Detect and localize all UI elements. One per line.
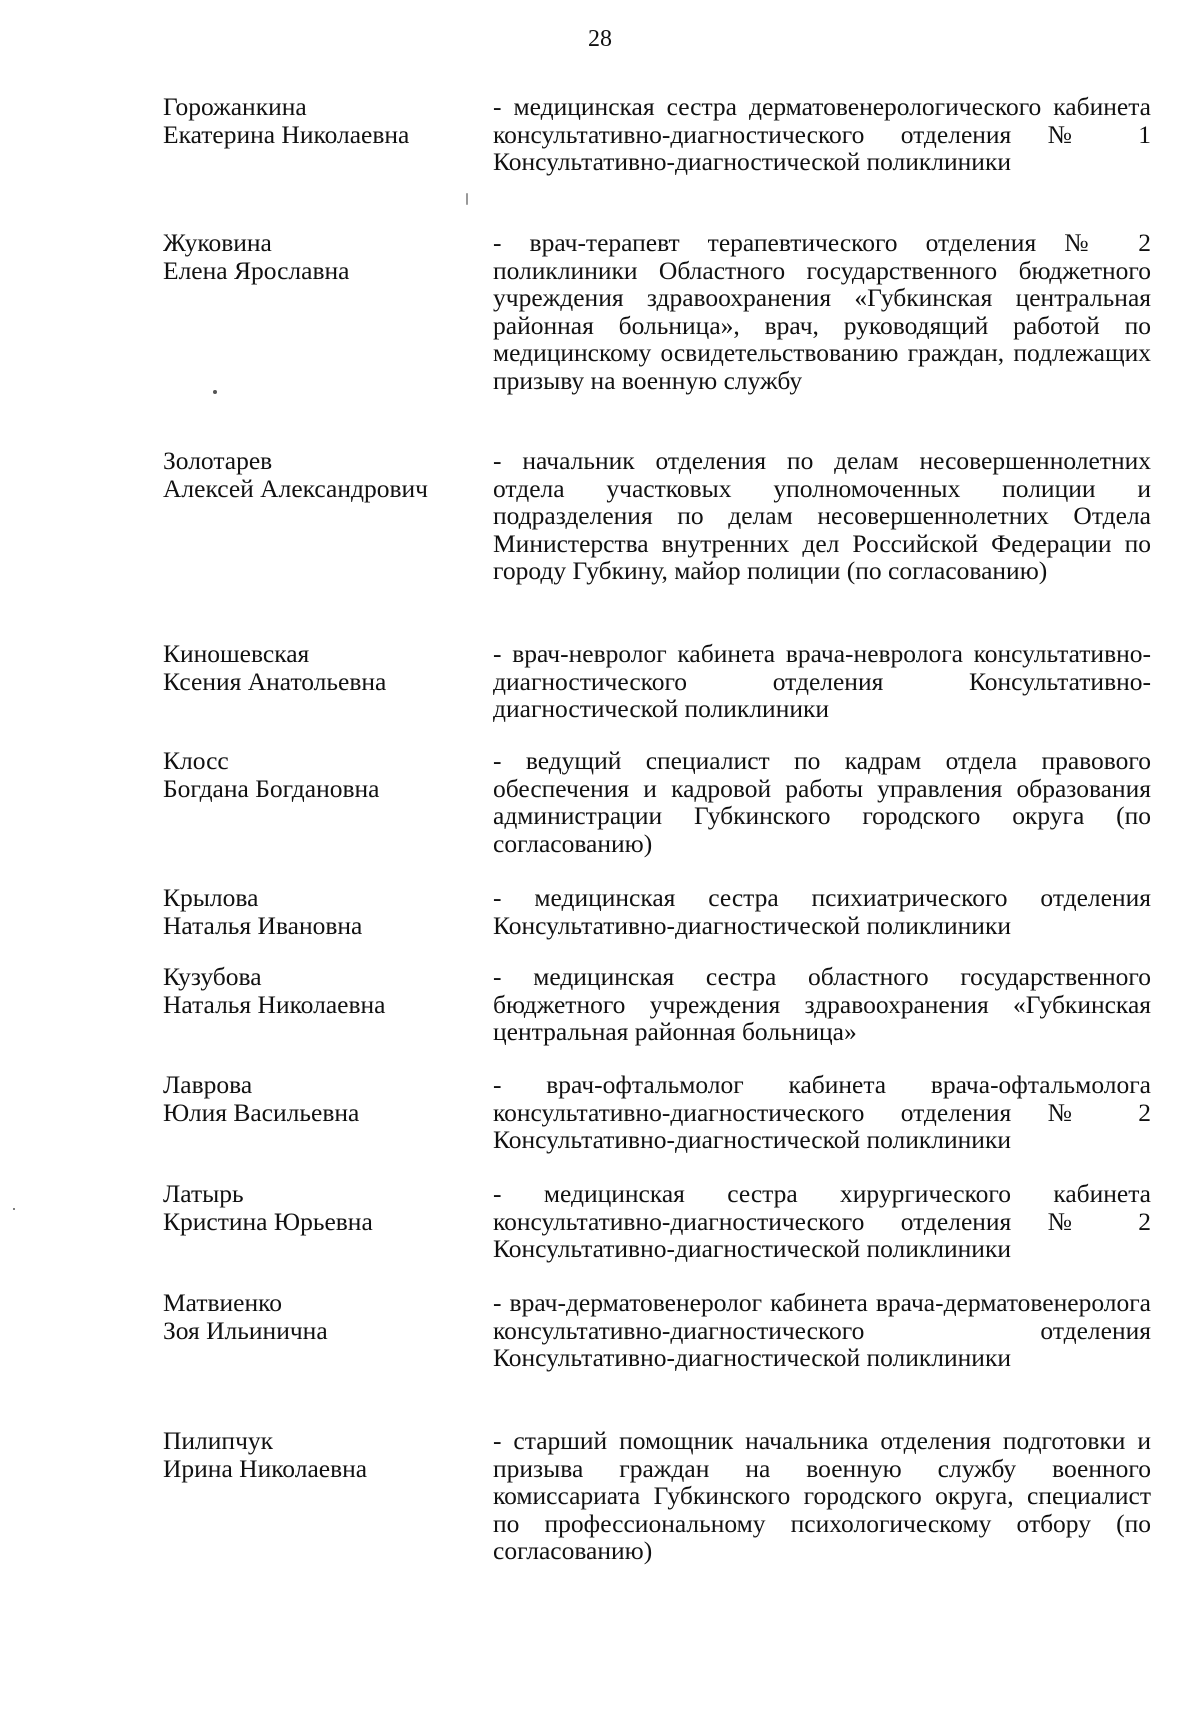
given-name: Наталья Ивановна <box>163 910 363 940</box>
person-name <box>163 640 463 695</box>
page-number: 28 <box>588 26 612 52</box>
given-name: Юлия Васильевна <box>163 1097 360 1127</box>
surname: Клосс <box>163 746 229 775</box>
position-description: - врач-дерматовенеролог кабинета врача-дерматовенеролога консультативно-диагностического отделения Консультативно-диагностической поликлиники <box>493 1288 1151 1372</box>
position-description: - медицинская сестра дерматовенерологического кабинета консультативно-диагностического отделения № 1 Консультативно-диагностической поликлиники <box>493 92 1151 176</box>
given-name: Екатерина Николаевна <box>163 119 410 149</box>
position-description: - старший помощник начальника отделения подготовки и призыва граждан на военную службу военного комиссариата Губкинского городского округа, специалист по профессиональному психологическому отбору (по согласованию) <box>493 1426 1151 1565</box>
person-name <box>163 229 463 284</box>
position-description: - ведущий специалист по кадрам отдела правового обеспечения и кадровой работы управления образования администрации Губкинского городского округа (по согласованию) <box>493 746 1151 858</box>
surname: Латырь <box>163 1179 244 1208</box>
position-description: - медицинская сестра психиатрического отделения Консультативно-диагностической поликлиники <box>493 883 1151 940</box>
scan-speck <box>13 1208 15 1210</box>
person-name <box>163 747 463 802</box>
position-description: - врач-офтальмолог кабинета врача-офтальмолога консультативно-диагностического отделения № 2 Консультативно-диагностической поликлиники <box>493 1070 1151 1154</box>
given-name: Наталья Николаевна <box>163 989 386 1019</box>
scan-speck <box>466 193 468 205</box>
person-name <box>163 1180 463 1235</box>
position-description: - начальник отделения по делам несовершеннолетних отдела участковых уполномоченных полиции и подразделения по делам несовершеннолетних Отдела Министерства внутренних дел Российской Федерации по городу Губкину, майор полиции (по согласованию) <box>493 446 1151 585</box>
position-description: - медицинская сестра хирургического кабинета консультативно-диагностического отделения № 2 Консультативно-диагностической поликлиники <box>493 1179 1151 1263</box>
given-name: Ирина Николаевна <box>163 1453 368 1483</box>
person-name <box>163 1071 463 1126</box>
person-name <box>163 93 463 148</box>
given-name: Елена Ярославна <box>163 255 350 285</box>
surname: Горожанкина <box>163 92 307 121</box>
surname: Лаврова <box>163 1070 253 1099</box>
surname: Кузубова <box>163 962 262 991</box>
given-name: Богдана Богдановна <box>163 773 380 803</box>
given-name: Кристина Юрьевна <box>163 1206 373 1236</box>
scan-speck <box>213 390 217 394</box>
surname: Киношевская <box>163 639 310 668</box>
position-description: - врач-терапевт терапевтического отделения № 2 поликлиники Областного государственного бюджетного учреждения здравоохранения «Губкинская центральная районная больница», врач, руководящий работой по медицинскому освидетельствованию граждан, подлежащих призыву на военную службу <box>493 228 1151 395</box>
position-description: - врач-невролог кабинета врача-невролога консультативно-диагностического отделения Консультативно-диагностической поликлиники <box>493 639 1151 723</box>
person-name <box>163 884 463 939</box>
person-name <box>163 1289 463 1344</box>
person-name <box>163 1427 463 1482</box>
surname: Золотарев <box>163 446 273 475</box>
given-name: Ксения Анатольевна <box>163 666 387 696</box>
given-name: Зоя Ильинична <box>163 1315 328 1345</box>
person-name <box>163 447 463 502</box>
person-name <box>163 963 463 1018</box>
surname: Жуковина <box>163 228 272 257</box>
given-name: Алексей Александрович <box>163 473 428 503</box>
surname: Матвиенко <box>163 1288 282 1317</box>
position-description: - медицинская сестра областного государственного бюджетного учреждения здравоохранения «Губкинская центральная районная больница» <box>493 962 1151 1046</box>
surname: Пилипчук <box>163 1426 274 1455</box>
surname: Крылова <box>163 883 259 912</box>
